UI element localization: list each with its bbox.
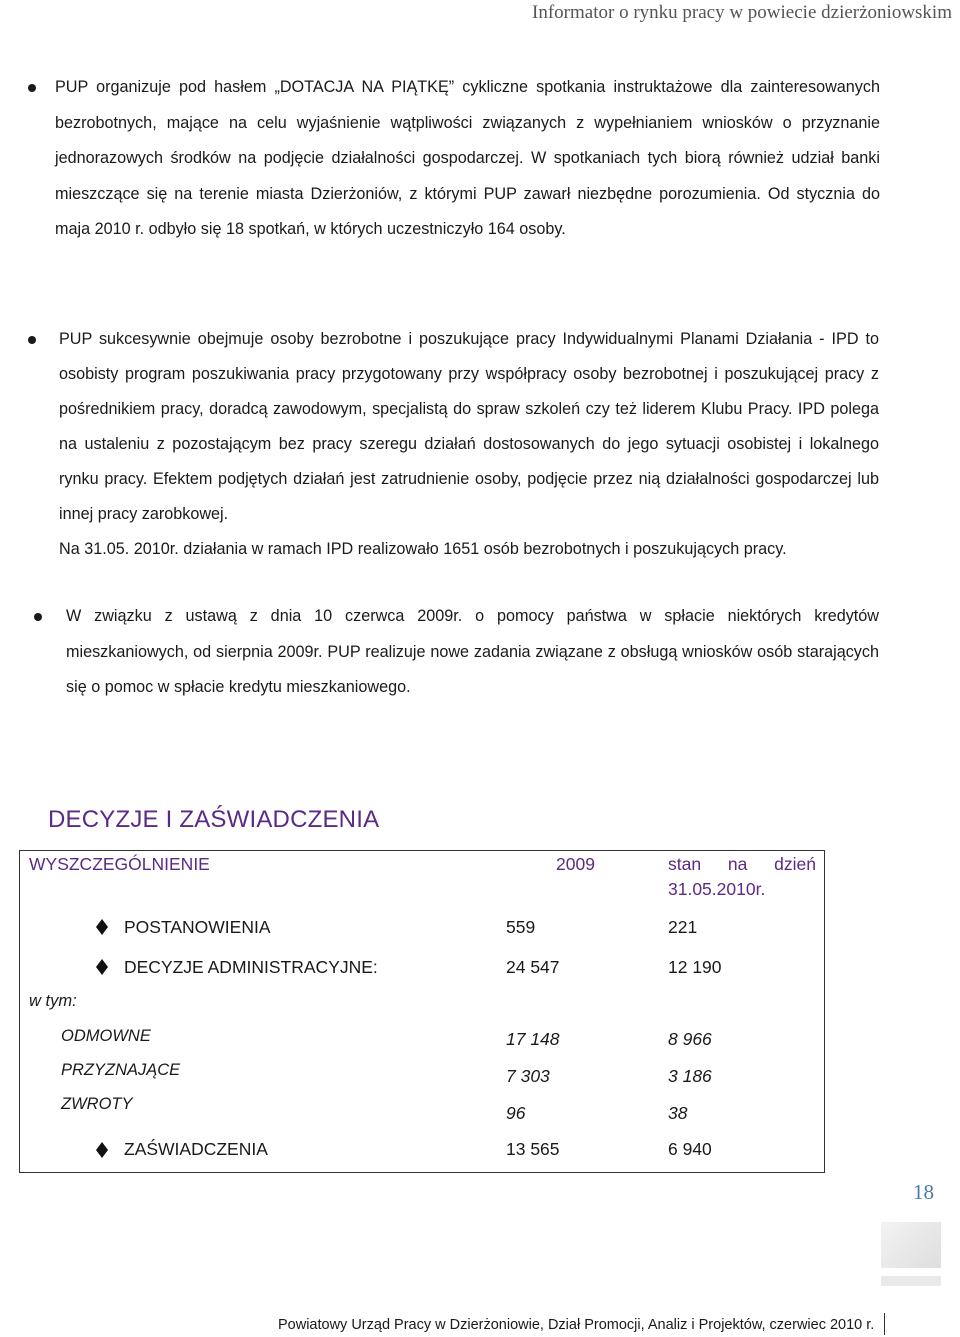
bullet-text: PUP organizuje pod hasłem „DOTACJA NA PIĄTKĘ” cykliczne spotkania instruktażowe dla zainteresowanych bezrobotnych, mające na celu wyjaśnienie wątpliwości związanych z wypełnianiem wniosków o przyznanie jednorazowych środków na podjęcie działalności gospodarczej. W spotkaniach tych biorą również udział banki mieszczące się na terenie miasta Dzierżoniów, z którymi PUP zawarł niezbędne porozumienia. Od stycznia do maja 2010 r. odbyło się 18 spotkań, w których uczestniczyło 164 osoby. (55, 78, 880, 238)
page-footer: Powiatowy Urząd Pracy w Dzierżoniowie, Dział Promocji, Analiz i Projektów, czerwiec 2010 r. (278, 1317, 875, 1333)
row-zaswiadczenia-2010: 6 940 (668, 1139, 712, 1159)
header-stan-line1: stan na dzień (668, 854, 816, 874)
row-odmowne-label: ODMOWNE (61, 1027, 151, 1045)
bullet-item-ipd (59, 322, 879, 567)
decisions-table (19, 850, 825, 1173)
section-title: DECYZJE I ZAŚWIADCZENIA (48, 806, 380, 833)
row-decyzje-label: DECYZJE ADMINISTRACYJNE: (124, 957, 378, 977)
row-przyznajace-2009: 7 303 (506, 1066, 550, 1086)
bullet-item-kredyty (66, 599, 879, 706)
row-przyznajace-2010: 3 186 (668, 1066, 712, 1086)
page-corner-decoration (881, 1276, 941, 1286)
row-odmowne-2010: 8 966 (668, 1029, 712, 1049)
header-wyszczegolnienie: WYSZCZEGÓLNIENIE (29, 854, 210, 874)
header-2009: 2009 (556, 854, 595, 874)
page-number: 18 (913, 1180, 934, 1204)
page-header-title: Informator o rynku pracy w powiecie dzierżoniowskim (532, 2, 952, 23)
bullet-item-dotacja (55, 70, 880, 248)
bullet-icon (34, 613, 42, 621)
page-corner-decoration (881, 1222, 941, 1268)
footer-divider (884, 1313, 885, 1335)
bullet-text-last-line: Na 31.05. 2010r. działania w ramach IPD realizowało 1651 osób bezrobotnych i poszukujących pracy. (59, 540, 787, 558)
row-postanowienia-2009: 559 (506, 917, 536, 937)
row-w-tym: w tym: (29, 992, 77, 1010)
row-odmowne-2009: 17 148 (506, 1029, 560, 1049)
row-zaswiadczenia-label: ZAŚWIADCZENIA (124, 1139, 268, 1159)
bullet-icon (28, 84, 36, 92)
bullet-text: W związku z ustawą z dnia 10 czerwca 2009r. o pomocy państwa w spłacie niektórych kredytów mieszkaniowych, od sierpnia 2009r. PUP realizuje nowe zadania związane z obsługą wniosków osób starających się o pomoc w spłacie kredytu mieszkaniowego. (66, 607, 879, 696)
bullet-icon (28, 336, 36, 344)
row-zwroty-2010: 38 (668, 1103, 688, 1123)
bullet-text: PUP sukcesywnie obejmuje osoby bezrobotne i poszukujące pracy Indywidualnymi Planami Działania - IPD to osobisty program poszukiwania pracy przygotowany przy współpracy osoby bezrobotnej i poszukującej pracy z pośrednikiem pracy, doradcą zawodowym, specjalistą do spraw szkoleń czy też liderem Klubu Pracy. IPD polega na ustaleniu z pozostającym bez pracy szeregu działań dostosowanych do jego sytuacji osobistej i lokalnego rynku pracy. Efektem podjętych działań jest zatrudnienie osoby, podjęcie przez nią działalności gospodarczej lub innej pracy zarobkowej. (59, 330, 879, 523)
row-zwroty-2009: 96 (506, 1103, 526, 1123)
row-zwroty-label: ZWROTY (61, 1095, 133, 1113)
row-postanowienia-label: POSTANOWIENIA (124, 917, 271, 937)
row-przyznajace-label: PRZYZNAJĄCE (61, 1061, 181, 1079)
row-postanowienia-2010: 221 (668, 917, 698, 937)
row-zaswiadczenia-2009: 13 565 (506, 1139, 560, 1159)
row-decyzje-2010: 12 190 (668, 957, 722, 977)
header-stan-line2: 31.05.2010r. (668, 879, 766, 899)
row-decyzje-2009: 24 547 (506, 957, 560, 977)
